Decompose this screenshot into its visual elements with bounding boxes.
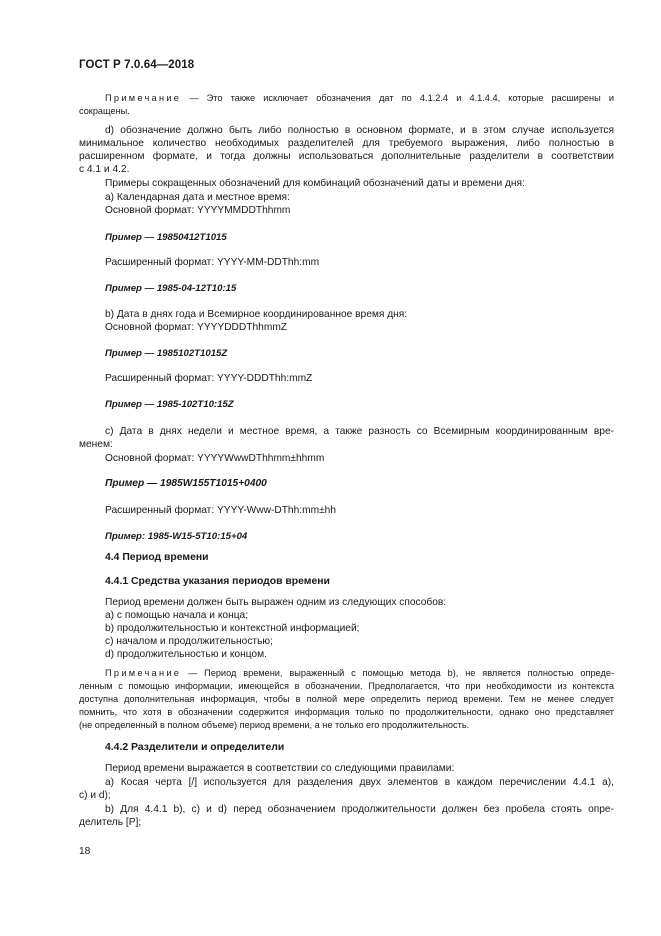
para-d-line-1: d) обозначение должно быть либо полностью в основном формате, и в этом случае используется xyxy=(105,125,614,136)
examples-intro: Примеры сокращенных обозначений для комбинаций обозначений даты и времени дня: xyxy=(105,178,525,189)
section-4-4-2-intro: Период времени выражается в соответствии со следующими правилами: xyxy=(105,763,455,774)
note-2-text: — Период времени, выраженный с помощью метода b), не является полностью опреде- xyxy=(181,668,614,678)
case-a-basic-format: Основной формат: YYYYMMDDThhmm xyxy=(105,205,291,216)
section-4-4-2-heading: 4.4.2 Разделители и определители xyxy=(105,742,285,753)
case-c-title-line-1: c) Дата в днях недели и местное время, а также разность со Всемирным координированным вре- xyxy=(105,426,614,437)
case-b-basic-format: Основной формат: YYYYDDDThhmmZ xyxy=(105,322,288,333)
note-2-line-1 xyxy=(105,667,614,680)
note-2-line-4: помнить, что хотя в обозначении содержится информация только по продолжительности, однако оно представляет xyxy=(79,707,614,717)
rule-b-line-2: делитель [P]; xyxy=(79,817,142,828)
case-b-title: b) Дата в днях года и Всемирное координированное время дня: xyxy=(105,309,408,320)
note-2-line-5: (не определенный в полном объеме) период времени, а не только его продолжительность. xyxy=(79,720,470,730)
case-b-example-extended: Пример — 1985-102T10:15Z xyxy=(105,399,234,410)
note-1-text: — Это также исключает обозначения дат по 4.1.2.4 и 4.1.4.4, которые расширены и xyxy=(181,93,614,103)
case-c-basic-format: Основной формат: YYYYWwwDThhmm±hhmm xyxy=(105,453,325,464)
note-2-line-3: доступна дополнительная информация, чтобы в полной мере определить период времени. Тем не менее следует xyxy=(79,694,614,704)
case-a-extended-format: Расширенный формат: YYYY-MM-DDThh:mm xyxy=(105,257,320,268)
note-2-label: Примечание xyxy=(105,668,182,678)
case-b-extended-format: Расширенный формат: YYYY-DDDThh:mmZ xyxy=(105,373,313,384)
note-1-line-1 xyxy=(105,92,614,105)
case-c-extended-format: Расширенный формат: YYYY-Www-DThh:mm±hh xyxy=(105,505,336,516)
rule-a-line-2: c) и d); xyxy=(79,790,111,801)
case-a-title: а) Календарная дата и местное время: xyxy=(105,192,290,203)
method-list-item: b) продолжительностью и контекстной информацией; xyxy=(105,623,360,634)
method-list-item: d) продолжительностью и концом. xyxy=(105,649,267,660)
document-code-header: ГОСТ Р 7.0.64—2018 xyxy=(79,59,195,71)
note-2-line-2: ленным с помощью информации, имеющейся в обозначении. Предполагается, что при необходимости из контекста xyxy=(79,681,614,691)
case-b-example-basic: Пример — 1985102T1015Z xyxy=(105,348,228,359)
case-c-example-extended: Пример: 1985-W15-5T10:15+04 xyxy=(105,531,248,542)
para-d-line-4: с 4.1 и 4.2. xyxy=(79,164,130,175)
method-list-item: а) с помощью начала и конца; xyxy=(105,610,249,621)
section-4-4-1-intro: Период времени должен быть выражен одним из следующих способов: xyxy=(105,597,447,608)
para-d-line-3: расширенном формате, и тогда должны использоваться дополнительные разделители в соответствии xyxy=(79,151,614,162)
para-d-line-2: минимальное количество необходимых разделителей для требуемого выражения, либо полностью в xyxy=(79,138,614,149)
case-a-example-basic: Пример — 19850412T1015 xyxy=(105,232,227,243)
rule-a-line-1: а) Косая черта [/] используется для разделения двух элементов в каждом перечислении 4.4.1 а), xyxy=(105,777,614,788)
rule-b-line-1: b) Для 4.4.1 b), c) и d) перед обозначением продолжительности должен без пробела стоять опре- xyxy=(105,804,614,815)
page-number: 18 xyxy=(79,846,91,857)
case-c-title-line-2: менем: xyxy=(79,439,113,450)
section-4-4-1-heading: 4.4.1 Средства указания периодов времени xyxy=(105,576,330,587)
method-list-item: c) началом и продолжительностью; xyxy=(105,636,273,647)
note-1-line-2: сокращены. xyxy=(79,106,130,116)
case-c-example-basic: Пример — 1985W155T1015+0400 xyxy=(105,478,267,489)
case-a-example-extended: Пример — 1985-04-12T10:15 xyxy=(105,283,237,294)
note-1-label: Примечание xyxy=(105,93,182,103)
section-4-4-heading: 4.4 Период времени xyxy=(105,552,209,563)
